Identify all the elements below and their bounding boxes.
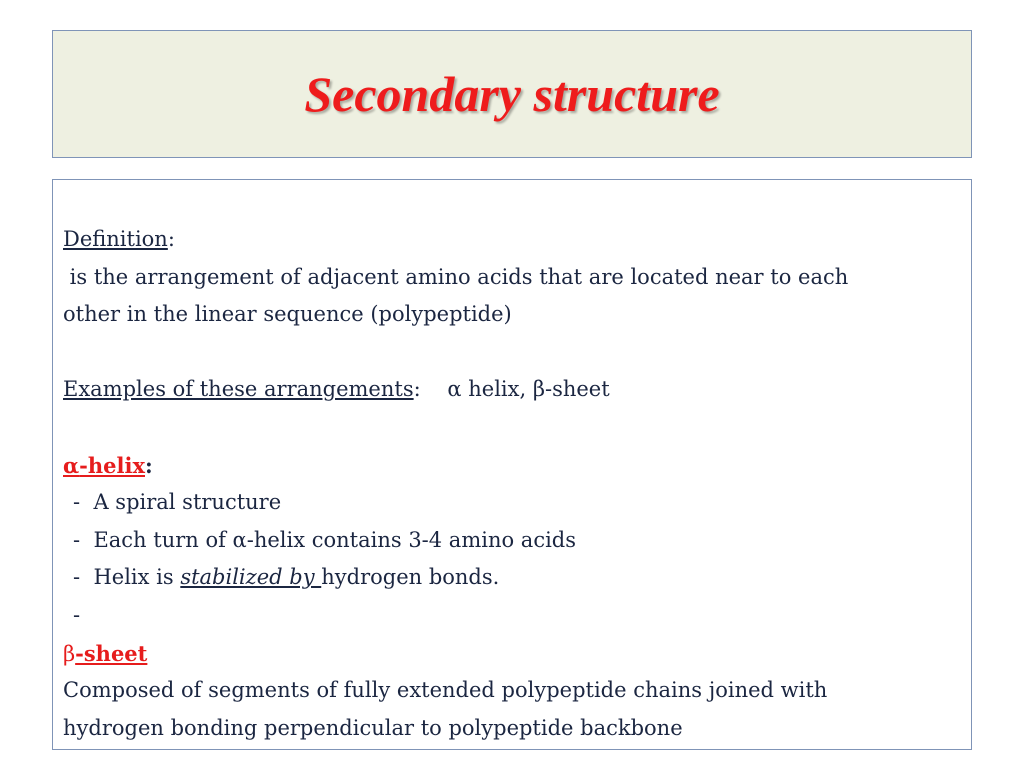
alpha-helix-heading-line: [63, 447, 963, 485]
alpha-point-3: [63, 559, 963, 597]
examples-line: [63, 371, 963, 409]
examples-separator: :: [413, 377, 448, 402]
content-panel: [52, 179, 972, 750]
spacer: [63, 334, 963, 372]
alpha-point-3-suffix: hydrogen bonds.: [321, 565, 500, 590]
title-panel: [52, 30, 972, 158]
alpha-point-3-prefix: - Helix is: [73, 565, 181, 590]
alpha-point-3-emphasis: stabilized by: [180, 565, 322, 590]
alpha-point-4: -: [73, 602, 81, 627]
alpha-symbol: α: [63, 452, 80, 478]
definition-text-line-1: is the arrangement of adjacent amino acids that are located near to each: [63, 264, 849, 289]
definition-heading-line: [63, 221, 963, 259]
spacer: [63, 409, 963, 447]
beta-text-line-1: Composed of segments of fully extended polypeptide chains joined with: [63, 678, 828, 703]
alpha-helix-heading: -helix: [79, 452, 145, 478]
definition-colon: :: [167, 227, 175, 251]
alpha-point-1: - A spiral structure: [73, 490, 282, 515]
alpha-helix-colon: :: [145, 452, 153, 478]
examples-label: Examples of these arrangements: [63, 377, 414, 402]
beta-sheet-heading-line: [63, 635, 963, 673]
examples-value: α helix, β-sheet: [447, 377, 610, 402]
beta-text-line-2: hydrogen bonding perpendicular to polypeptide backbone: [63, 715, 683, 740]
content-body: [63, 221, 963, 747]
slide-title: Secondary structure: [304, 66, 720, 122]
beta-sheet-heading: -sheet: [75, 640, 148, 666]
definition-text-line-2: other in the linear sequence (polypeptide): [63, 302, 512, 327]
definition-heading: Definition: [63, 227, 168, 251]
alpha-point-2: - Each turn of α-helix contains 3-4 amino acids: [73, 527, 577, 552]
beta-symbol: β: [63, 641, 76, 666]
